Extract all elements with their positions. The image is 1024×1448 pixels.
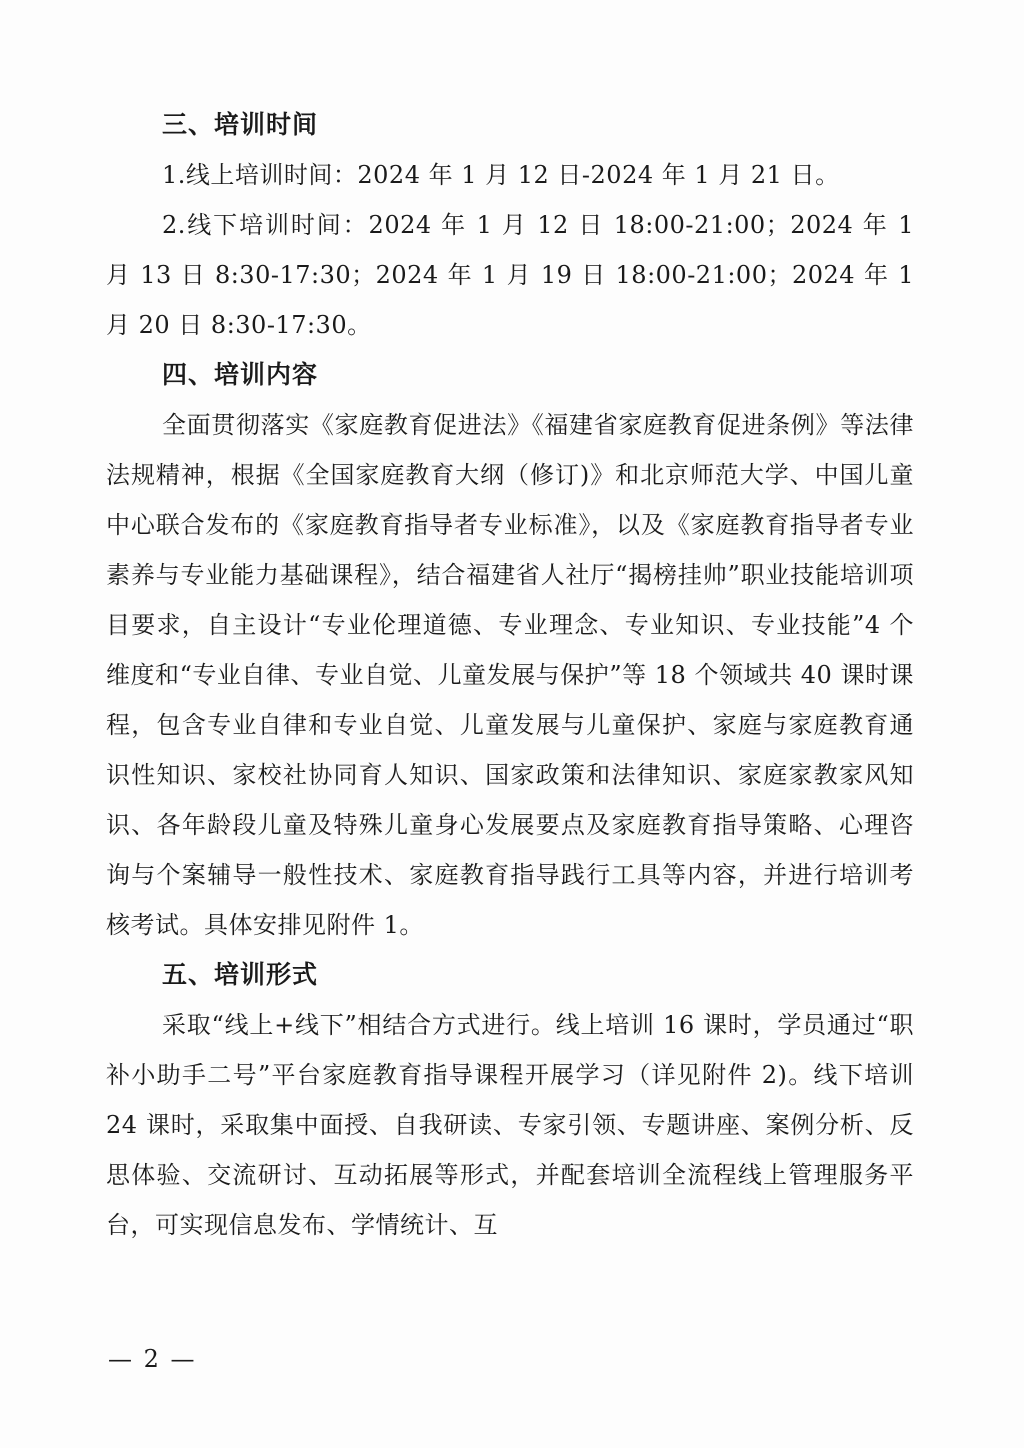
offline-training-time-paragraph: 2.线下培训时间：2024 年 1 月 12 日 18:00-21:00；2024 年 1 月 13 日 8:30-17:30；2024 年 1 月 19 日 18:00-21:00；2024 年 1 月 20 日 8:30-17:30。 [106, 211, 914, 339]
section-heading-training-format: 五、培训形式 [162, 960, 319, 989]
training-format-paragraph: 采取“线上+线下”相结合方式进行。线上培训 16 课时，学员通过“职补小助手二号”平台家庭教育指导课程开展学习（详见附件 2)。线下培训 24 课时，采取集中面授、自我研读、专家引领、专题讲座、案例分析、反思体验、交流研讨、互动拓展等形式，并配套培训全流程线上管理服务平台，可实现信息发布、学情统计、互 [106, 1011, 914, 1239]
section-heading-training-content: 四、培训内容 [162, 360, 319, 389]
page-number: — 2 — [108, 1345, 197, 1373]
online-training-time-paragraph: 1.线上培训时间：2024 年 1 月 12 日-2024 年 1 月 21 日。 [162, 161, 840, 189]
training-content-paragraph: 全面贯彻落实《家庭教育促进法》《福建省家庭教育促进条例》等法律法规精神，根据《全国家庭教育大纲（修订)》和北京师范大学、中国儿童中心联合发布的《家庭教育指导者专业标准》，以及《家庭教育指导者专业素养与专业能力基础课程》，结合福建省人社厅“揭榜挂帅”职业技能培训项目要求，自主设计“专业伦理道德、专业理念、专业知识、专业技能”4 个维度和“专业自律、专业自觉、儿童发展与保护”等 18 个领域共 40 课时课程，包含专业自律和专业自觉、儿童发展与儿童保护、家庭与家庭教育通识性知识、家校社协同育人知识、国家政策和法律知识、家庭家教家风知识、各年龄段儿童及特殊儿童身心发展要点及家庭教育指导策略、心理咨询与个案辅导一般性技术、家庭教育指导践行工具等内容，并进行培训考核考试。具体安排见附件 1。 [106, 411, 914, 939]
document-body [106, 100, 914, 1250]
section-heading-training-time: 三、培训时间 [162, 110, 319, 139]
